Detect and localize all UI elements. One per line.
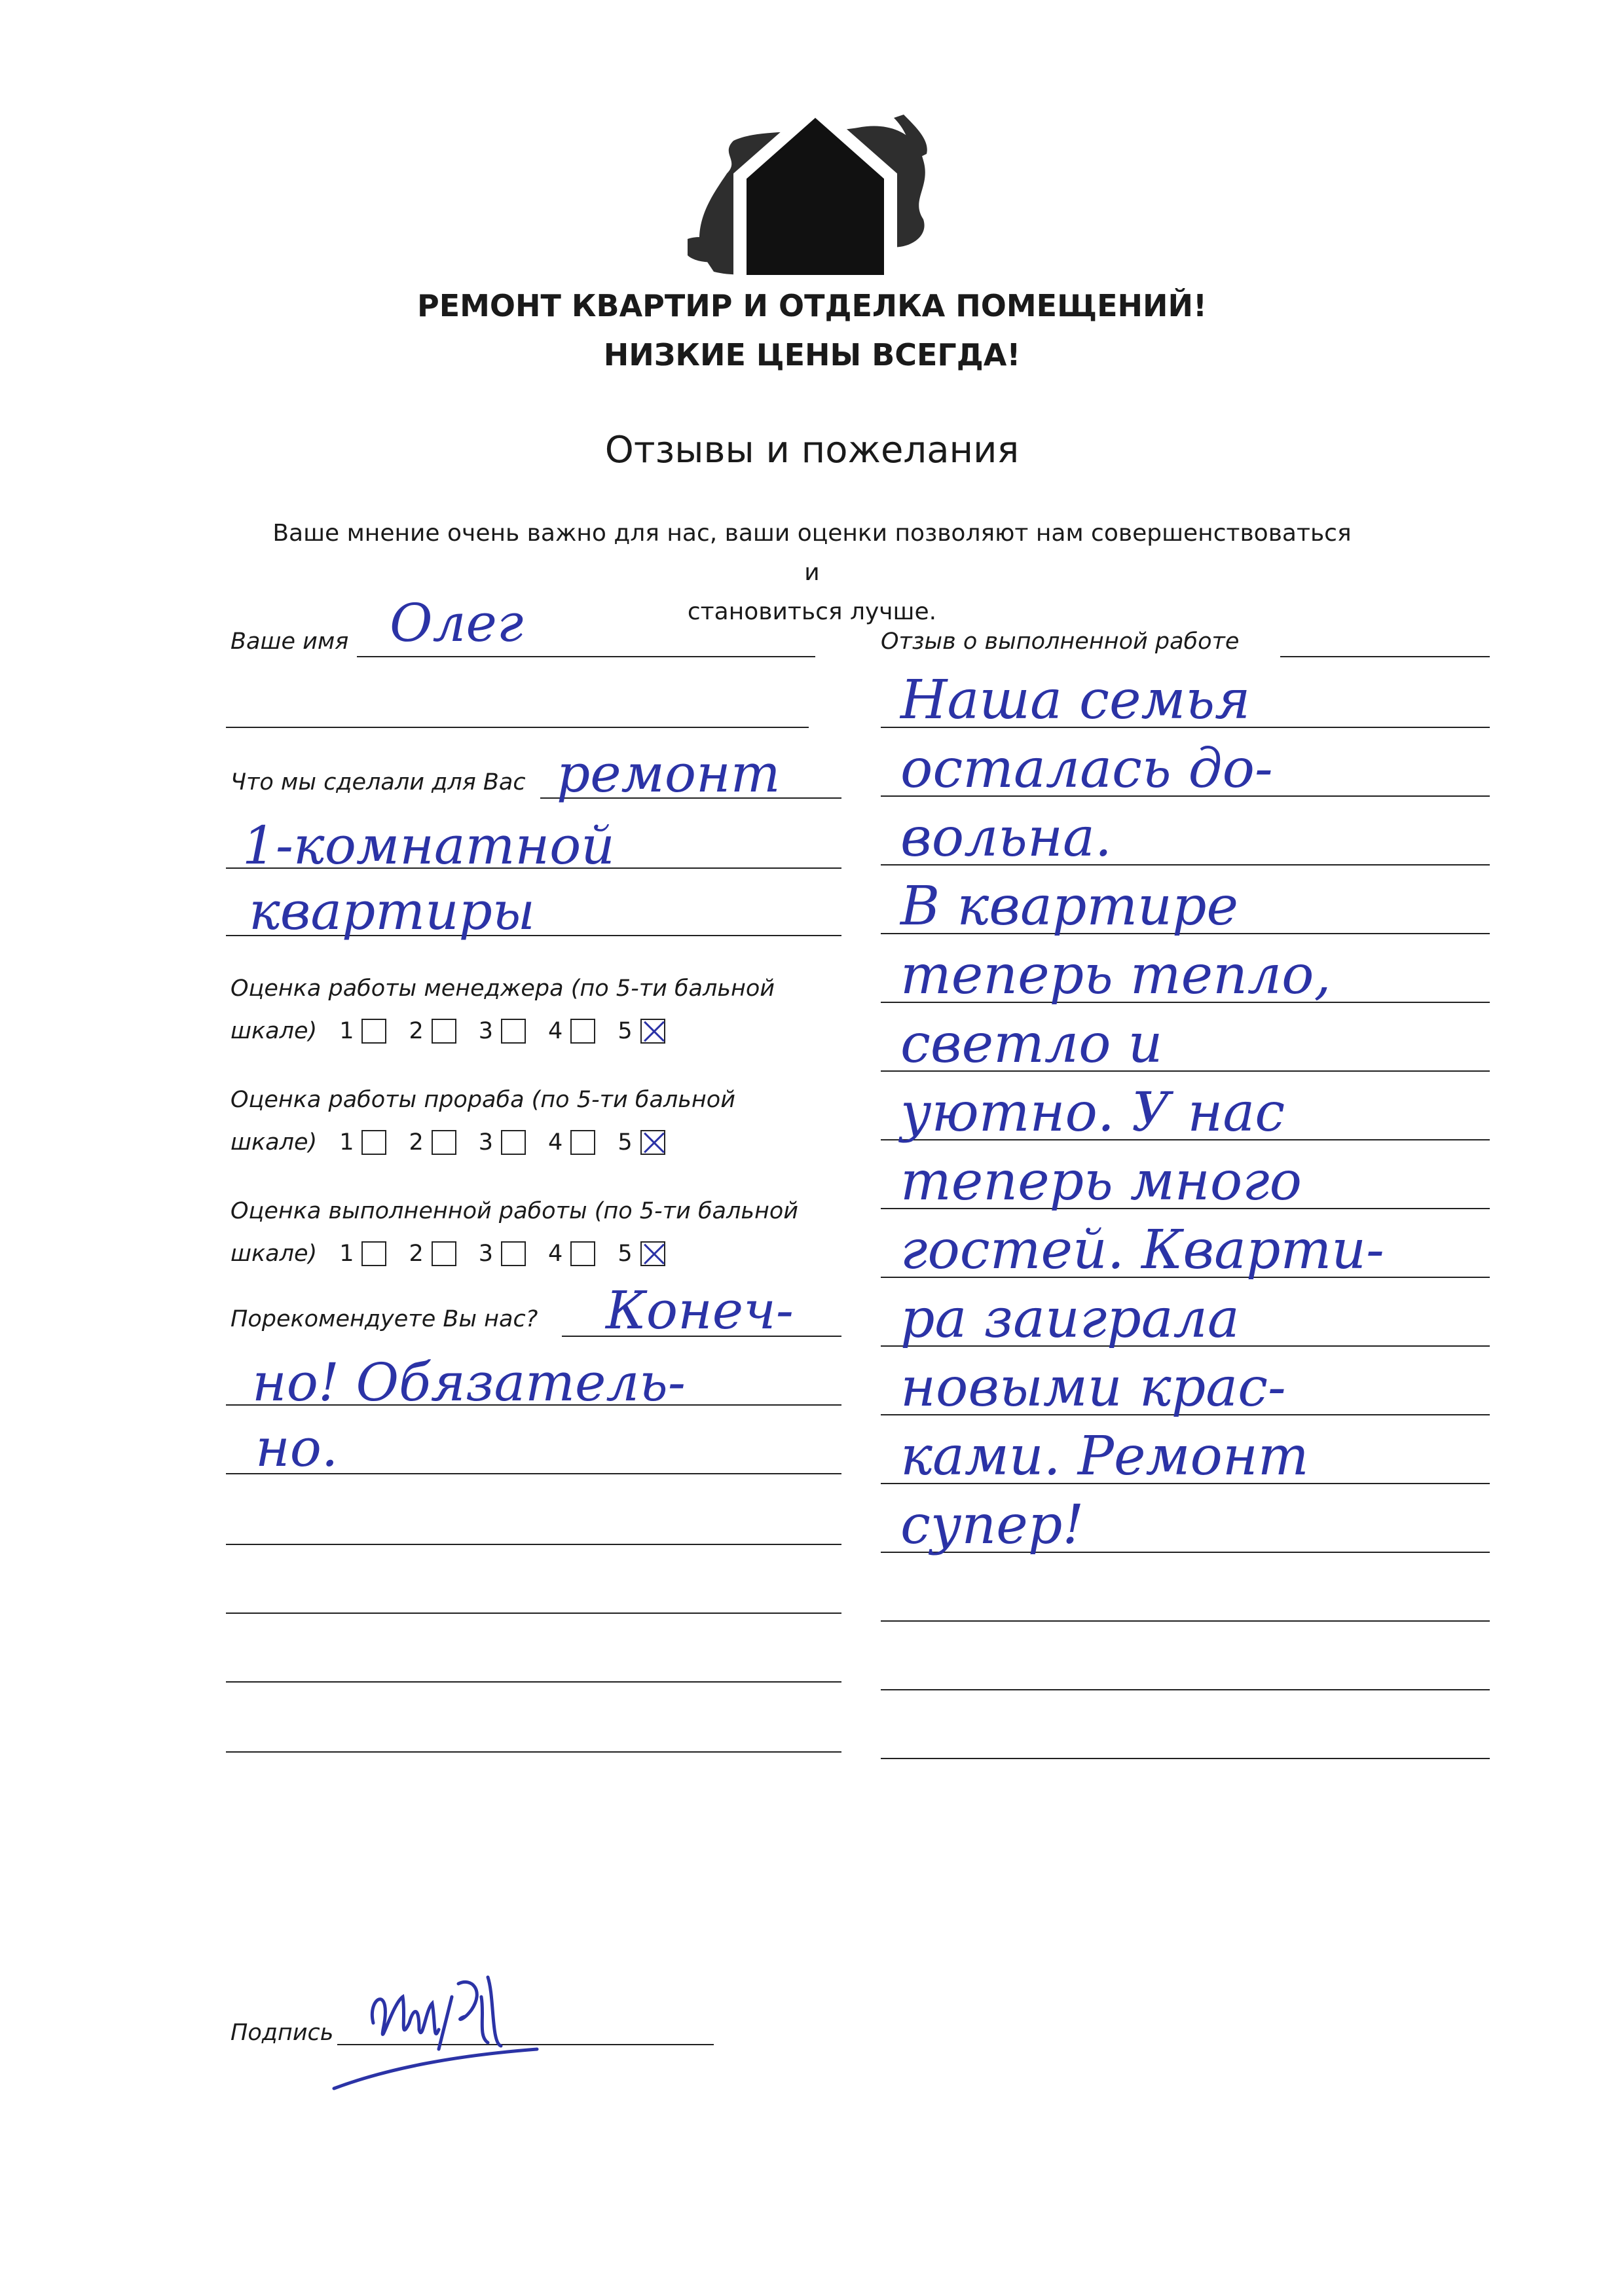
review-text-line: новыми крас- <box>900 1357 1286 1419</box>
name-label: Ваше имя <box>231 629 349 655</box>
recommend-line-7[interactable] <box>226 1751 841 1753</box>
recommend-text-1: Конеч- <box>606 1280 794 1341</box>
review-header-line[interactable] <box>1280 656 1490 657</box>
rating-work-checkbox-4[interactable] <box>570 1241 595 1266</box>
review-text-line: ками. Ремонт <box>900 1425 1309 1487</box>
rating-foreman-checkbox-2[interactable] <box>432 1130 456 1155</box>
signature-label: Подпись <box>231 2020 334 2046</box>
option-2-label: 2 <box>409 1018 424 1044</box>
signature-image <box>321 1958 583 2095</box>
done-text-3: квартиры <box>249 881 535 941</box>
headline-line-1: РЕМОНТ КВАРТИР И ОТДЕЛКА ПОМЕЩЕНИЙ! <box>417 288 1207 323</box>
review-text-line: теперь много <box>900 1150 1302 1212</box>
review-text-line: светло и <box>900 1013 1163 1075</box>
rating-work <box>231 1241 665 1267</box>
house-logo-icon <box>688 88 936 291</box>
rating-foreman-checkbox-4[interactable] <box>570 1130 595 1155</box>
review-line[interactable] <box>881 1689 1490 1690</box>
rating-manager <box>231 1018 665 1044</box>
recommend-text-2: но! Обязатель- <box>252 1352 686 1413</box>
option-2-label: 2 <box>409 1129 424 1156</box>
recommend-line-4[interactable] <box>226 1544 841 1545</box>
review-text-line: осталась до- <box>900 738 1273 800</box>
rating-manager-checkbox-1[interactable] <box>361 1019 386 1044</box>
review-text-line: гостей. Кварти- <box>900 1219 1384 1281</box>
recommend-line-5[interactable] <box>226 1613 841 1614</box>
rating-foreman-checkbox-3[interactable] <box>501 1130 526 1155</box>
option-2-label: 2 <box>409 1241 424 1267</box>
recommend-label: Порекомендуете Вы нас? <box>231 1306 538 1332</box>
review-text-line: супер! <box>900 1494 1084 1556</box>
option-3-label: 3 <box>478 1241 494 1267</box>
rating-foreman <box>231 1129 665 1156</box>
review-text-line: Наша семья <box>900 669 1251 731</box>
rating-foreman-label: Оценка работы прораба (по 5-ти бальной <box>231 1087 735 1113</box>
option-4-label: 4 <box>548 1241 563 1267</box>
rating-work-label: Оценка выполненной работы (по 5-ти бальной <box>231 1198 799 1224</box>
intro-line-1: Ваше мнение очень важно для нас, ваши оценки позволяют нам совершенствоваться и <box>272 520 1352 586</box>
review-label: Отзыв о выполненной работе <box>881 629 1240 655</box>
review-line[interactable] <box>881 1620 1490 1622</box>
option-1-label: 1 <box>339 1241 354 1267</box>
intro-line-2: становиться лучше. <box>687 598 937 625</box>
option-4-label: 4 <box>548 1129 563 1156</box>
scale-label: шкале) <box>231 1018 318 1044</box>
headline-line-2: НИЗКИЕ ЦЕНЫ ВСЕГДА! <box>603 337 1021 373</box>
review-text-line: В квартире <box>900 875 1238 938</box>
review-line[interactable] <box>881 1758 1490 1759</box>
option-4-label: 4 <box>548 1018 563 1044</box>
review-text-line: вольна. <box>900 807 1112 869</box>
rating-foreman-checkbox-1[interactable] <box>361 1130 386 1155</box>
done-text-1: ремонт <box>557 743 781 804</box>
option-3-label: 3 <box>478 1129 494 1156</box>
rating-manager-checkbox-2[interactable] <box>432 1019 456 1044</box>
rating-work-checkbox-1[interactable] <box>361 1241 386 1266</box>
option-3-label: 3 <box>478 1018 494 1044</box>
rating-manager-checkbox-3[interactable] <box>501 1019 526 1044</box>
name-line[interactable] <box>357 656 815 657</box>
option-1-label: 1 <box>339 1129 354 1156</box>
recommend-text-3: но. <box>255 1417 339 1478</box>
rating-work-checkbox-2[interactable] <box>432 1241 456 1266</box>
rating-manager-checkbox-5[interactable] <box>640 1019 665 1044</box>
review-text-line: ра заиграла <box>900 1288 1240 1350</box>
form-title: Отзывы и пожелания <box>604 429 1020 471</box>
option-5-label: 5 <box>618 1018 633 1044</box>
option-5-label: 5 <box>618 1129 633 1156</box>
rating-work-checkbox-3[interactable] <box>501 1241 526 1266</box>
review-text-line: уютно. У нас <box>900 1082 1285 1144</box>
scale-label: шкале) <box>231 1241 318 1267</box>
name-line-2[interactable] <box>226 727 809 728</box>
review-text-line: теперь тепло, <box>900 944 1331 1006</box>
name-value: Олег <box>390 592 524 653</box>
option-5-label: 5 <box>618 1241 633 1267</box>
rating-manager-checkbox-4[interactable] <box>570 1019 595 1044</box>
done-text-2: 1-комнатной <box>242 815 615 876</box>
scale-label: шкале) <box>231 1129 318 1156</box>
done-label: Что мы сделали для Вас <box>231 769 526 795</box>
rating-foreman-checkbox-5[interactable] <box>640 1130 665 1155</box>
rating-work-checkbox-5[interactable] <box>640 1241 665 1266</box>
rating-manager-label: Оценка работы менеджера (по 5-ти бальной <box>231 975 775 1002</box>
recommend-line-6[interactable] <box>226 1681 841 1683</box>
option-1-label: 1 <box>339 1018 354 1044</box>
